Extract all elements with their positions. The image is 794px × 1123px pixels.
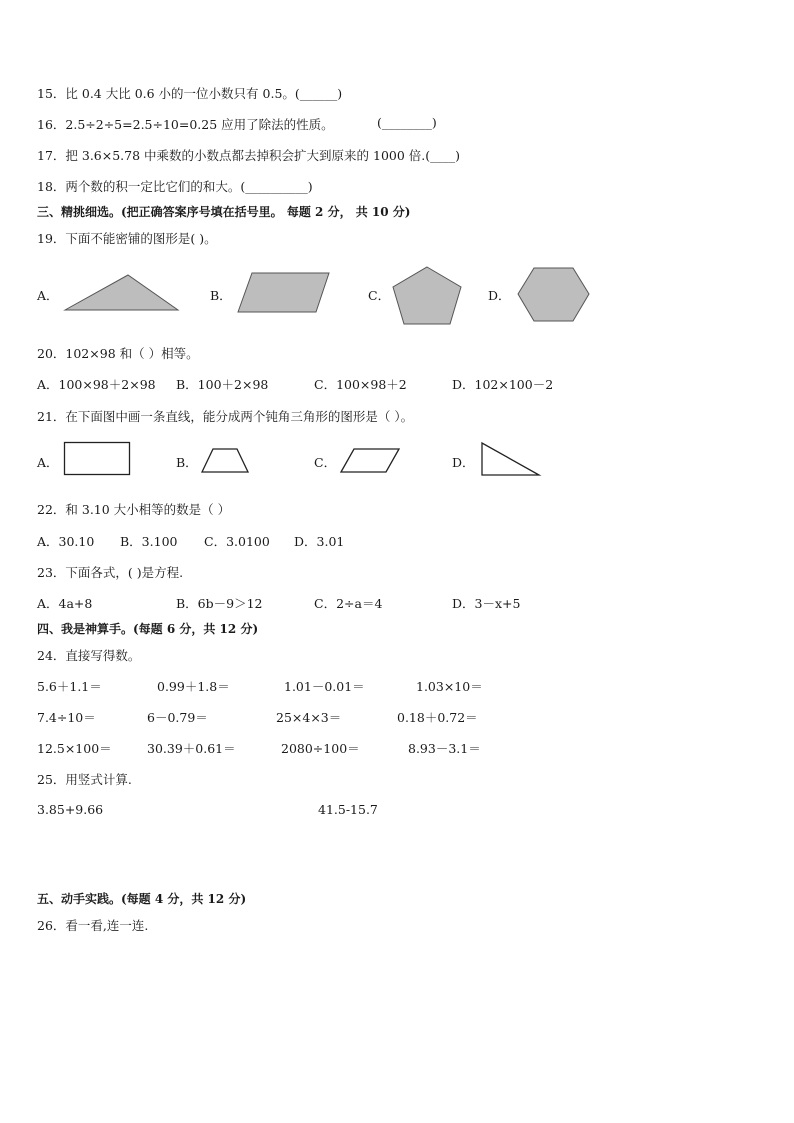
question-26: 26．看一看,连一连. (37, 918, 149, 933)
vertical-calc-item: 3.85+9.66 (37, 802, 104, 817)
triangle-shape (62, 272, 182, 314)
q20-option-b: B．100＋2×98 (176, 377, 269, 392)
calc-item: 6－0.79＝ (147, 710, 208, 725)
calc-item: 0.18＋0.72＝ (397, 710, 478, 725)
rectangle-shape (63, 441, 133, 478)
calc-item: 5.6＋1.1＝ (37, 679, 102, 694)
question-16-blank: (________) (377, 115, 437, 130)
q21-option-a-label: A． (37, 455, 59, 470)
q20-option-c: C．100×98＋2 (314, 377, 407, 392)
q21-option-d-label: D． (452, 455, 475, 470)
calc-item: 8.93－3.1＝ (408, 741, 481, 756)
calc-item: 12.5×100＝ (37, 741, 112, 756)
question-18: 18．两个数的积一定比它们的和大。(__________) (37, 179, 313, 194)
q20-option-a: A．100×98＋2×98 (37, 377, 156, 392)
pentagon-shape (390, 264, 464, 328)
q23-option-a: A．4a+8 (37, 596, 93, 611)
section-4-heading: 四、我是神算手。(每题 6 分，共 12 分) (37, 622, 259, 636)
question-17: 17．把 3.6×5.78 中乘数的小数点都去掉积会扩大到原来的 1000 倍.(____) (37, 148, 461, 163)
calc-item: 0.99＋1.8＝ (157, 679, 230, 694)
q22-option-c: C．3.0100 (204, 534, 270, 549)
q19-option-c-label: C． (368, 288, 391, 303)
q20-option-d: D．102×100－2 (452, 377, 554, 392)
question-22: 22．和 3.10 大小相等的数是（ ） (37, 502, 231, 517)
calc-item: 30.39＋0.61＝ (147, 741, 236, 756)
section-5-heading: 五、动手实践。(每题 4 分，共 12 分) (37, 892, 247, 906)
q22-option-b: B．3.100 (120, 534, 178, 549)
q19-option-d-label: D． (488, 288, 511, 303)
question-19: 19．下面不能密铺的图形是( )。 (37, 231, 217, 246)
right-triangle-shape (478, 440, 542, 478)
q21-option-c-label: C． (314, 455, 337, 470)
hexagon-shape (515, 265, 593, 325)
question-20: 20．102×98 和（ ）相等。 (37, 346, 199, 361)
calc-item: 1.03×10＝ (416, 679, 483, 694)
question-25: 25．用竖式计算. (37, 772, 132, 787)
question-15: 15．比 0.4 大比 0.6 小的一位小数只有 0.5。(______) (37, 86, 343, 101)
q21-option-b-label: B． (176, 455, 198, 470)
q22-option-a: A．30.10 (37, 534, 95, 549)
q19-option-a-label: A． (37, 288, 59, 303)
calc-item: 1.01－0.01＝ (284, 679, 365, 694)
question-16: 16．2.5÷2÷5=2.5÷10=0.25 应用了除法的性质。 (37, 117, 334, 132)
q23-option-b: B．6b－9＞12 (176, 596, 263, 611)
q23-option-c: C．2÷a＝4 (314, 596, 383, 611)
question-24: 24．直接写得数。 (37, 648, 141, 663)
parallelogram-outline-shape (339, 446, 401, 474)
q23-option-d: D．3－x+5 (452, 596, 521, 611)
calc-item: 2080÷100＝ (281, 741, 360, 756)
question-23: 23．下面各式，( )是方程. (37, 565, 184, 580)
q22-option-d: D．3.01 (294, 534, 345, 549)
parallelogram-shape (234, 270, 334, 316)
section-3-heading: 三、精挑细选。(把正确答案序号填在括号里。 每题 2 分， 共 10 分) (37, 205, 411, 219)
q19-option-b-label: B． (210, 288, 232, 303)
trapezoid-shape (200, 446, 250, 474)
question-21: 21．在下面图中画一条直线，能分成两个钝角三角形的图形是（ ）。 (37, 409, 414, 424)
calc-item: 25×4×3＝ (276, 710, 342, 725)
calc-item: 7.4÷10＝ (37, 710, 96, 725)
vertical-calc-item: 41.5-15.7 (318, 802, 378, 817)
